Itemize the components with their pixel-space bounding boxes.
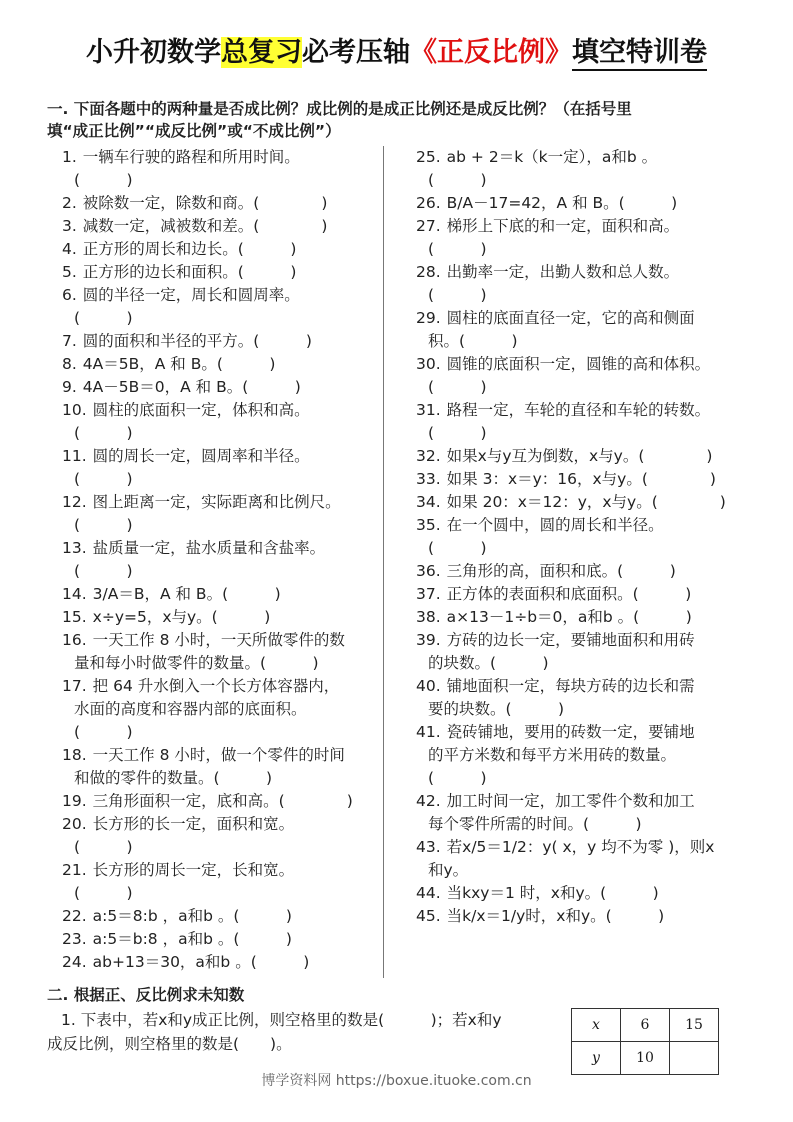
question-text: 如果 3：x＝y：16，x与y。( ) xyxy=(446,470,716,488)
question-text: 方砖的边长一定，要铺地面积和用砖 xyxy=(446,631,695,649)
question-number: 2. xyxy=(62,194,77,212)
question-line xyxy=(416,146,746,169)
question-continuation: ( ) xyxy=(428,378,487,396)
question-item xyxy=(62,284,382,330)
question-item xyxy=(416,514,746,560)
question-item xyxy=(62,629,382,675)
question-text: 一天工作 8 小时，做一个零件的时间 xyxy=(92,746,345,764)
question-text: 路程一定，车轮的直径和车轮的转数。 xyxy=(446,401,711,419)
question-line xyxy=(62,537,382,560)
question-continuation: ( ) xyxy=(74,516,133,534)
table-cell: y xyxy=(572,1042,621,1075)
question-text: 4A－5B＝0，A 和 B。( ) xyxy=(82,378,301,396)
question-line xyxy=(416,491,746,514)
question-continuation: ( ) xyxy=(74,470,133,488)
question-line xyxy=(62,905,382,928)
question-line xyxy=(416,836,746,859)
question-text: 圆的周长一定，圆周率和半径。 xyxy=(92,447,310,465)
question-text: 圆的面积和半径的平方。( ) xyxy=(82,332,312,350)
question-number: 41. xyxy=(416,723,441,741)
question-line xyxy=(416,192,746,215)
question-number: 31. xyxy=(416,401,441,419)
question-number: 14. xyxy=(62,585,87,603)
question-line xyxy=(62,238,382,261)
question-number: 22. xyxy=(62,907,87,925)
question-number: 33. xyxy=(416,470,441,488)
question-line xyxy=(416,353,746,376)
question-line xyxy=(62,491,382,514)
question-number: 45. xyxy=(416,907,441,925)
question-number: 17. xyxy=(62,677,87,695)
section2-heading: 二. 根据正、反比例求未知数 xyxy=(47,986,245,1004)
title-underlined: 填空特训卷 xyxy=(572,37,707,71)
question-line xyxy=(62,192,382,215)
question-item xyxy=(62,813,382,859)
question-item xyxy=(416,215,746,261)
question-number: 39. xyxy=(416,631,441,649)
question-number: 15. xyxy=(62,608,87,626)
question-item xyxy=(62,445,382,491)
question-text: 如果 20：x＝12：y，x与y。( ) xyxy=(446,493,726,511)
question-item xyxy=(416,192,746,215)
question-text: 一天工作 8 小时，一天所做零件的数 xyxy=(92,631,345,649)
question-number: 3. xyxy=(62,217,77,235)
question-item xyxy=(416,629,746,675)
question-number: 40. xyxy=(416,677,441,695)
question-number: 5. xyxy=(62,263,77,281)
question-line xyxy=(62,675,382,698)
section1-heading-line1: 一. 下面各题中的两种量是否成比例？成比例的是成正比例还是成反比例？（在括号里 xyxy=(47,100,632,118)
question-continuation: ( ) xyxy=(428,286,487,304)
question-number: 25. xyxy=(416,148,441,166)
question-text: B/A－17=42，A 和 B。( ) xyxy=(446,194,678,212)
question-line xyxy=(62,951,382,974)
left-question-column xyxy=(62,146,382,974)
question-item xyxy=(416,560,746,583)
question-item xyxy=(62,537,382,583)
question-text: ab + 2＝k（k一定），a和b 。 xyxy=(446,148,658,166)
question-line xyxy=(62,744,382,767)
question-line xyxy=(62,353,382,376)
question-item xyxy=(416,353,746,399)
question-text: 加工时间一定，加工零件个数和加工 xyxy=(446,792,695,810)
question-line xyxy=(62,284,382,307)
question-number: 16. xyxy=(62,631,87,649)
section2-question xyxy=(47,1008,557,1056)
title-part1: 小升初数学 xyxy=(86,37,221,68)
question-item xyxy=(416,491,746,514)
title-highlight: 总复习 xyxy=(221,37,302,68)
question-continuation: 积。( ) xyxy=(428,332,518,350)
question-line xyxy=(416,445,746,468)
question-text: 三角形面积一定，底和高。( ) xyxy=(92,792,353,810)
question-continuation: ( ) xyxy=(74,562,133,580)
question-text: 长方形的周长一定，长和宽。 xyxy=(92,861,295,879)
question-line xyxy=(416,606,746,629)
page-title xyxy=(0,30,793,69)
question-line xyxy=(416,307,746,330)
question-item xyxy=(62,951,382,974)
question-line xyxy=(62,146,382,169)
question-line xyxy=(416,790,746,813)
question-continuation: ( ) xyxy=(74,884,133,902)
question-item xyxy=(416,606,746,629)
title-part2: 必考压轴 xyxy=(302,37,410,68)
question-item xyxy=(62,215,382,238)
question-item xyxy=(416,905,746,928)
question-item xyxy=(416,790,746,836)
question-item xyxy=(62,928,382,951)
question-item xyxy=(416,836,746,882)
question-continuation: ( ) xyxy=(74,838,133,856)
question-item xyxy=(62,192,382,215)
question-line xyxy=(62,399,382,422)
question-item xyxy=(62,399,382,445)
question-line xyxy=(62,215,382,238)
question-item xyxy=(416,721,746,790)
right-question-column xyxy=(416,146,746,928)
question-number: 10. xyxy=(62,401,87,419)
question-line xyxy=(62,790,382,813)
question-line xyxy=(62,629,382,652)
question-continuation: ( ) xyxy=(428,171,487,189)
question-text: 圆锥的底面积一定，圆锥的高和体积。 xyxy=(446,355,711,373)
question-continuation: ( ) xyxy=(74,723,133,741)
table-row-x xyxy=(572,1009,719,1042)
question-number: 26. xyxy=(416,194,441,212)
question-text: 长方形的长一定，面积和宽。 xyxy=(92,815,295,833)
question-line xyxy=(416,721,746,744)
question-item xyxy=(62,606,382,629)
question-item xyxy=(416,445,746,468)
question-text: 正方形的边长和面积。( ) xyxy=(82,263,297,281)
section2-question-line2: 成反比例，则空格里的数是( )。 xyxy=(47,1035,292,1053)
question-continuation: 和做的零件的数量。( ) xyxy=(74,769,273,787)
question-text: 圆柱的底面直径一定，它的高和侧面 xyxy=(446,309,695,327)
question-text: 出勤率一定，出勤人数和总人数。 xyxy=(446,263,680,281)
question-number: 37. xyxy=(416,585,441,603)
question-number: 42. xyxy=(416,792,441,810)
question-number: 32. xyxy=(416,447,441,465)
question-line xyxy=(62,445,382,468)
question-text: 被除数一定，除数和商。( ) xyxy=(82,194,328,212)
question-line xyxy=(62,859,382,882)
question-text: ab+13＝30，a和b 。( ) xyxy=(92,953,310,971)
question-line xyxy=(416,675,746,698)
question-item xyxy=(416,882,746,905)
question-continuation: ( ) xyxy=(74,424,133,442)
question-text: 铺地面积一定，每块方砖的边长和需 xyxy=(446,677,695,695)
question-number: 23. xyxy=(62,930,87,948)
question-continuation: ( ) xyxy=(74,309,133,327)
question-continuation: ( ) xyxy=(428,539,487,557)
question-item xyxy=(62,491,382,537)
question-item xyxy=(62,146,382,192)
question-line xyxy=(416,514,746,537)
question-item xyxy=(62,261,382,284)
question-number: 11. xyxy=(62,447,87,465)
question-line xyxy=(62,928,382,951)
footer-watermark: 博学资料网 https://boxue.ituoke.com.cn xyxy=(261,1073,532,1089)
question-number: 27. xyxy=(416,217,441,235)
question-text: 如果x与y互为倒数，x与y。( ) xyxy=(446,447,713,465)
question-item xyxy=(416,146,746,192)
question-number: 7. xyxy=(62,332,77,350)
question-item xyxy=(416,675,746,721)
question-continuation: 水面的高度和容器内部的底面积。 xyxy=(74,700,307,718)
question-number: 21. xyxy=(62,861,87,879)
question-continuation: 和y。 xyxy=(428,861,469,879)
question-number: 38. xyxy=(416,608,441,626)
question-item xyxy=(62,238,382,261)
question-continuation: ( ) xyxy=(428,769,487,787)
question-number: 34. xyxy=(416,493,441,511)
question-continuation: 每个零件所需的时间。( ) xyxy=(428,815,642,833)
table-cell: x xyxy=(572,1009,621,1042)
question-text: 把 64 升水倒入一个长方体容器内， xyxy=(92,677,340,695)
question-text: 一辆车行驶的路程和所用时间。 xyxy=(82,148,300,166)
question-text: 减数一定，减被数和差。( ) xyxy=(82,217,328,235)
question-text: 盐质量一定，盐水质量和含盐率。 xyxy=(92,539,326,557)
question-line xyxy=(416,215,746,238)
question-number: 35. xyxy=(416,516,441,534)
question-text: x÷y=5，x与y。( ) xyxy=(92,608,271,626)
question-item xyxy=(416,399,746,445)
question-item xyxy=(62,583,382,606)
question-number: 28. xyxy=(416,263,441,281)
question-number: 13. xyxy=(62,539,87,557)
question-text: 3/A＝B，A 和 B。( ) xyxy=(92,585,281,603)
column-divider xyxy=(383,146,384,978)
question-item xyxy=(416,261,746,307)
question-number: 44. xyxy=(416,884,441,902)
question-number: 36. xyxy=(416,562,441,580)
question-line xyxy=(62,606,382,629)
question-text: 当k/x＝1/y时，x和y。( ) xyxy=(446,907,665,925)
question-number: 29. xyxy=(416,309,441,327)
question-number: 1. xyxy=(62,148,77,166)
question-number: 8. xyxy=(62,355,77,373)
question-item xyxy=(62,353,382,376)
question-number: 18. xyxy=(62,746,87,764)
question-number: 43. xyxy=(416,838,441,856)
question-line xyxy=(62,330,382,353)
question-line xyxy=(416,560,746,583)
question-text: 图上距离一定，实际距离和比例尺。 xyxy=(92,493,341,511)
question-line xyxy=(416,905,746,928)
question-number: 9. xyxy=(62,378,77,396)
question-continuation: 的平方米数和每平方米用砖的数量。 xyxy=(428,746,677,764)
question-text: a×13－1÷b＝0，a和b 。( ) xyxy=(446,608,692,626)
question-item xyxy=(62,376,382,399)
question-text: a:5＝8:b ，a和b 。( ) xyxy=(92,907,292,925)
table-cell: 6 xyxy=(621,1009,670,1042)
question-continuation: 量和每小时做零件的数量。( ) xyxy=(74,654,319,672)
question-number: 20. xyxy=(62,815,87,833)
question-text: 当kxy＝1 时，x和y。( ) xyxy=(446,884,659,902)
question-item xyxy=(62,330,382,353)
question-number: 19. xyxy=(62,792,87,810)
question-text: 梯形上下底的和一定，面积和高。 xyxy=(446,217,680,235)
question-text: 若x/5＝1/2：y( x，y 均不为零 )，则x xyxy=(446,838,715,856)
question-item xyxy=(62,790,382,813)
question-number: 4. xyxy=(62,240,77,258)
section2-question-line1: 1. 下表中，若x和y成正比例，则空格里的数是( )；若x和y xyxy=(61,1011,502,1029)
question-item xyxy=(62,675,382,744)
question-item xyxy=(416,307,746,353)
table-cell: 10 xyxy=(621,1042,670,1075)
question-item xyxy=(62,744,382,790)
question-line xyxy=(62,813,382,836)
question-number: 12. xyxy=(62,493,87,511)
question-line xyxy=(416,882,746,905)
question-line xyxy=(416,583,746,606)
question-line xyxy=(416,629,746,652)
question-text: 瓷砖铺地，要用的砖数一定，要铺地 xyxy=(446,723,695,741)
question-line xyxy=(62,583,382,606)
question-text: 4A＝5B，A 和 B。( ) xyxy=(82,355,276,373)
question-line xyxy=(416,261,746,284)
table-cell: 15 xyxy=(670,1009,719,1042)
question-line xyxy=(416,468,746,491)
question-text: 正方形的周长和边长。( ) xyxy=(82,240,297,258)
question-item xyxy=(416,583,746,606)
question-number: 6. xyxy=(62,286,77,304)
question-continuation: 要的块数。( ) xyxy=(428,700,565,718)
question-text: 圆的半径一定，周长和圆周率。 xyxy=(82,286,300,304)
section1-heading xyxy=(47,98,632,142)
xy-value-table xyxy=(571,1008,719,1075)
question-number: 30. xyxy=(416,355,441,373)
question-line xyxy=(62,261,382,284)
title-red: 《正反比例》 xyxy=(410,37,572,68)
question-text: 三角形的高，面积和底。( ) xyxy=(446,562,676,580)
question-continuation: ( ) xyxy=(428,240,487,258)
question-continuation: ( ) xyxy=(428,424,487,442)
question-text: 在一个圆中，圆的周长和半径。 xyxy=(446,516,664,534)
question-line xyxy=(416,399,746,422)
question-continuation: ( ) xyxy=(74,171,133,189)
question-text: 圆柱的底面积一定，体积和高。 xyxy=(92,401,310,419)
question-item xyxy=(416,468,746,491)
question-continuation: 的块数。( ) xyxy=(428,654,549,672)
question-text: a:5＝b:8 ，a和b 。( ) xyxy=(92,930,292,948)
section1-heading-line2: 填“成正比例”“成反比例”或“不成比例”） xyxy=(47,122,341,140)
question-number: 24. xyxy=(62,953,87,971)
question-text: 正方体的表面积和底面积。( ) xyxy=(446,585,692,603)
question-item xyxy=(62,905,382,928)
question-line xyxy=(62,376,382,399)
question-item xyxy=(62,859,382,905)
